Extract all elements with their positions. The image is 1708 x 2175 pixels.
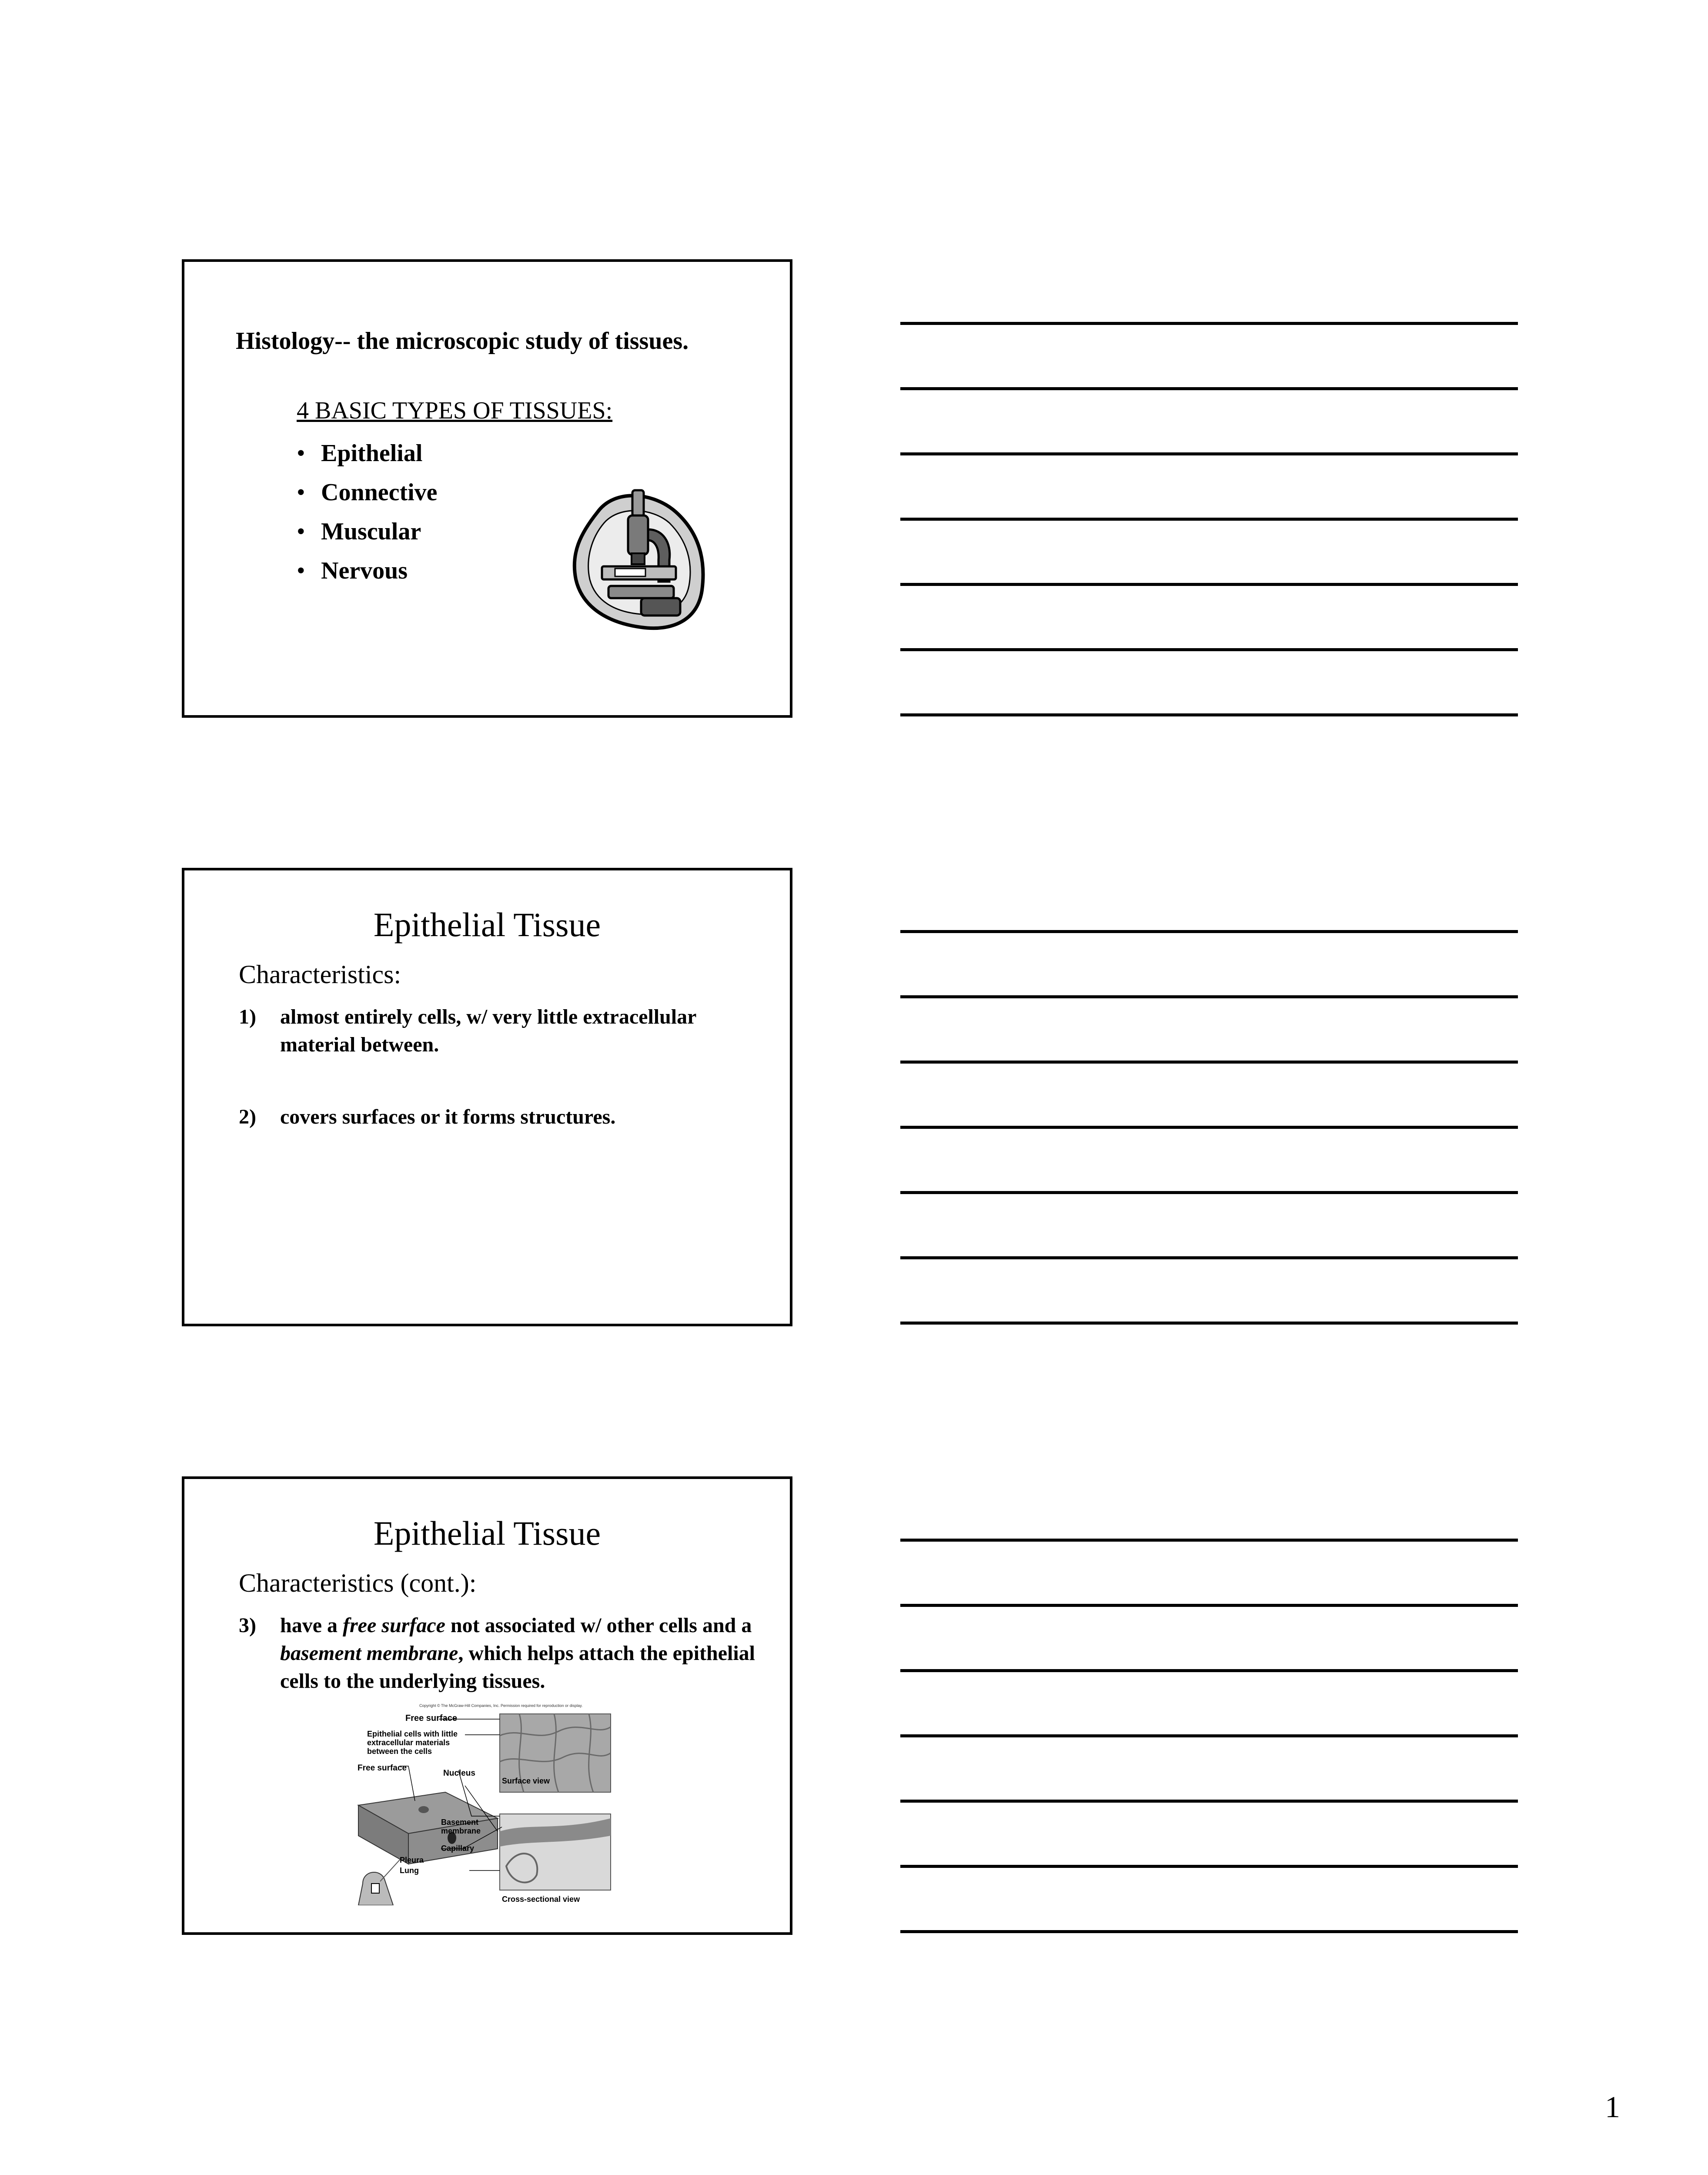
characteristics-heading: Characteristics (cont.): [239, 1569, 477, 1597]
list-item-label: Muscular [321, 518, 421, 545]
list-item [297, 551, 438, 590]
note-line [900, 1669, 1518, 1672]
slide-epithelial-tissue [182, 868, 792, 1326]
tissue-types-list [297, 434, 438, 590]
label-pleura: Pleura [400, 1856, 424, 1864]
label-epithelial-cells-3: between the cells [367, 1747, 432, 1756]
microscope-icon [567, 482, 711, 638]
note-line [900, 1322, 1518, 1325]
note-line [900, 1126, 1518, 1129]
tissue-types-heading: 4 BASIC TYPES OF TISSUES: [297, 397, 613, 424]
item-text: almost entirely cells, w/ very little extracellular material between. [280, 1005, 696, 1056]
bullet: • [297, 557, 305, 584]
figure-copyright: Copyright © The McGraw-Hill Companies, Inc. Permission required for reproduction or display. [419, 1703, 583, 1708]
note-line [900, 713, 1518, 716]
label-capillary: Capillary [441, 1844, 475, 1853]
list-item-label: Connective [321, 479, 438, 506]
item-number: 2) [239, 1105, 256, 1128]
list-item [297, 473, 438, 512]
bullet: • [297, 518, 305, 545]
label-epithelial-cells-2: extracellular materials [367, 1738, 450, 1747]
note-line [900, 1256, 1518, 1259]
item-text-part: not associated w/ other cells and a [445, 1614, 752, 1637]
page-number: 1 [1605, 2091, 1620, 2124]
bullet: • [297, 479, 305, 506]
note-line [900, 995, 1518, 998]
slide-title: Epithelial Tissue [373, 906, 601, 944]
note-line [900, 1734, 1518, 1737]
note-line [900, 1604, 1518, 1607]
note-line [900, 452, 1518, 455]
list-item [297, 434, 438, 473]
item-number: 3) [239, 1614, 256, 1637]
label-free-surface-top: Free surface [405, 1713, 457, 1723]
label-surface-view: Surface view [502, 1777, 550, 1785]
slide-epithelial-tissue-cont [182, 1476, 792, 1935]
label-nucleus: Nucleus [443, 1769, 475, 1778]
item-text: covers surfaces or it forms structures. [280, 1105, 616, 1128]
list-item-label: Nervous [321, 557, 408, 584]
label-basement: Basement [441, 1818, 479, 1827]
bullet: • [297, 440, 305, 467]
emphasis-free-surface: free surface [343, 1614, 445, 1637]
label-cross-sectional-view: Cross-sectional view [502, 1895, 580, 1904]
item-text-part: have a [280, 1614, 343, 1637]
label-free-surface-left: Free surface [358, 1763, 407, 1773]
note-line [900, 1865, 1518, 1868]
label-lung: Lung [400, 1866, 419, 1875]
note-line [900, 1061, 1518, 1064]
note-line [900, 518, 1518, 521]
item-text-part: , which helps attach the epithelial cells to the underlying tissues. [280, 1642, 755, 1693]
label-epithelial-cells: Epithelial cells with little [367, 1730, 458, 1738]
label-membrane: membrane [441, 1827, 481, 1835]
note-line [900, 1191, 1518, 1194]
characteristics-heading: Characteristics: [239, 960, 401, 989]
note-line [900, 387, 1518, 390]
note-line [900, 930, 1518, 933]
emphasis-basement-membrane: basement membrane [280, 1642, 458, 1665]
slide-heading: Histology-- the microscopic study of tissues. [236, 328, 689, 355]
slide-title: Epithelial Tissue [373, 1514, 601, 1552]
item-text [280, 1612, 759, 1695]
note-line [900, 1800, 1518, 1803]
note-line [900, 1539, 1518, 1542]
note-line [900, 583, 1518, 586]
list-item [297, 512, 438, 551]
note-line [900, 322, 1518, 325]
item-number: 1) [239, 1005, 256, 1028]
list-item-label: Epithelial [321, 440, 423, 467]
slide-histology [182, 259, 792, 718]
note-line [900, 648, 1518, 651]
epithelium-diagram [354, 1701, 624, 1905]
note-line [900, 1930, 1518, 1933]
